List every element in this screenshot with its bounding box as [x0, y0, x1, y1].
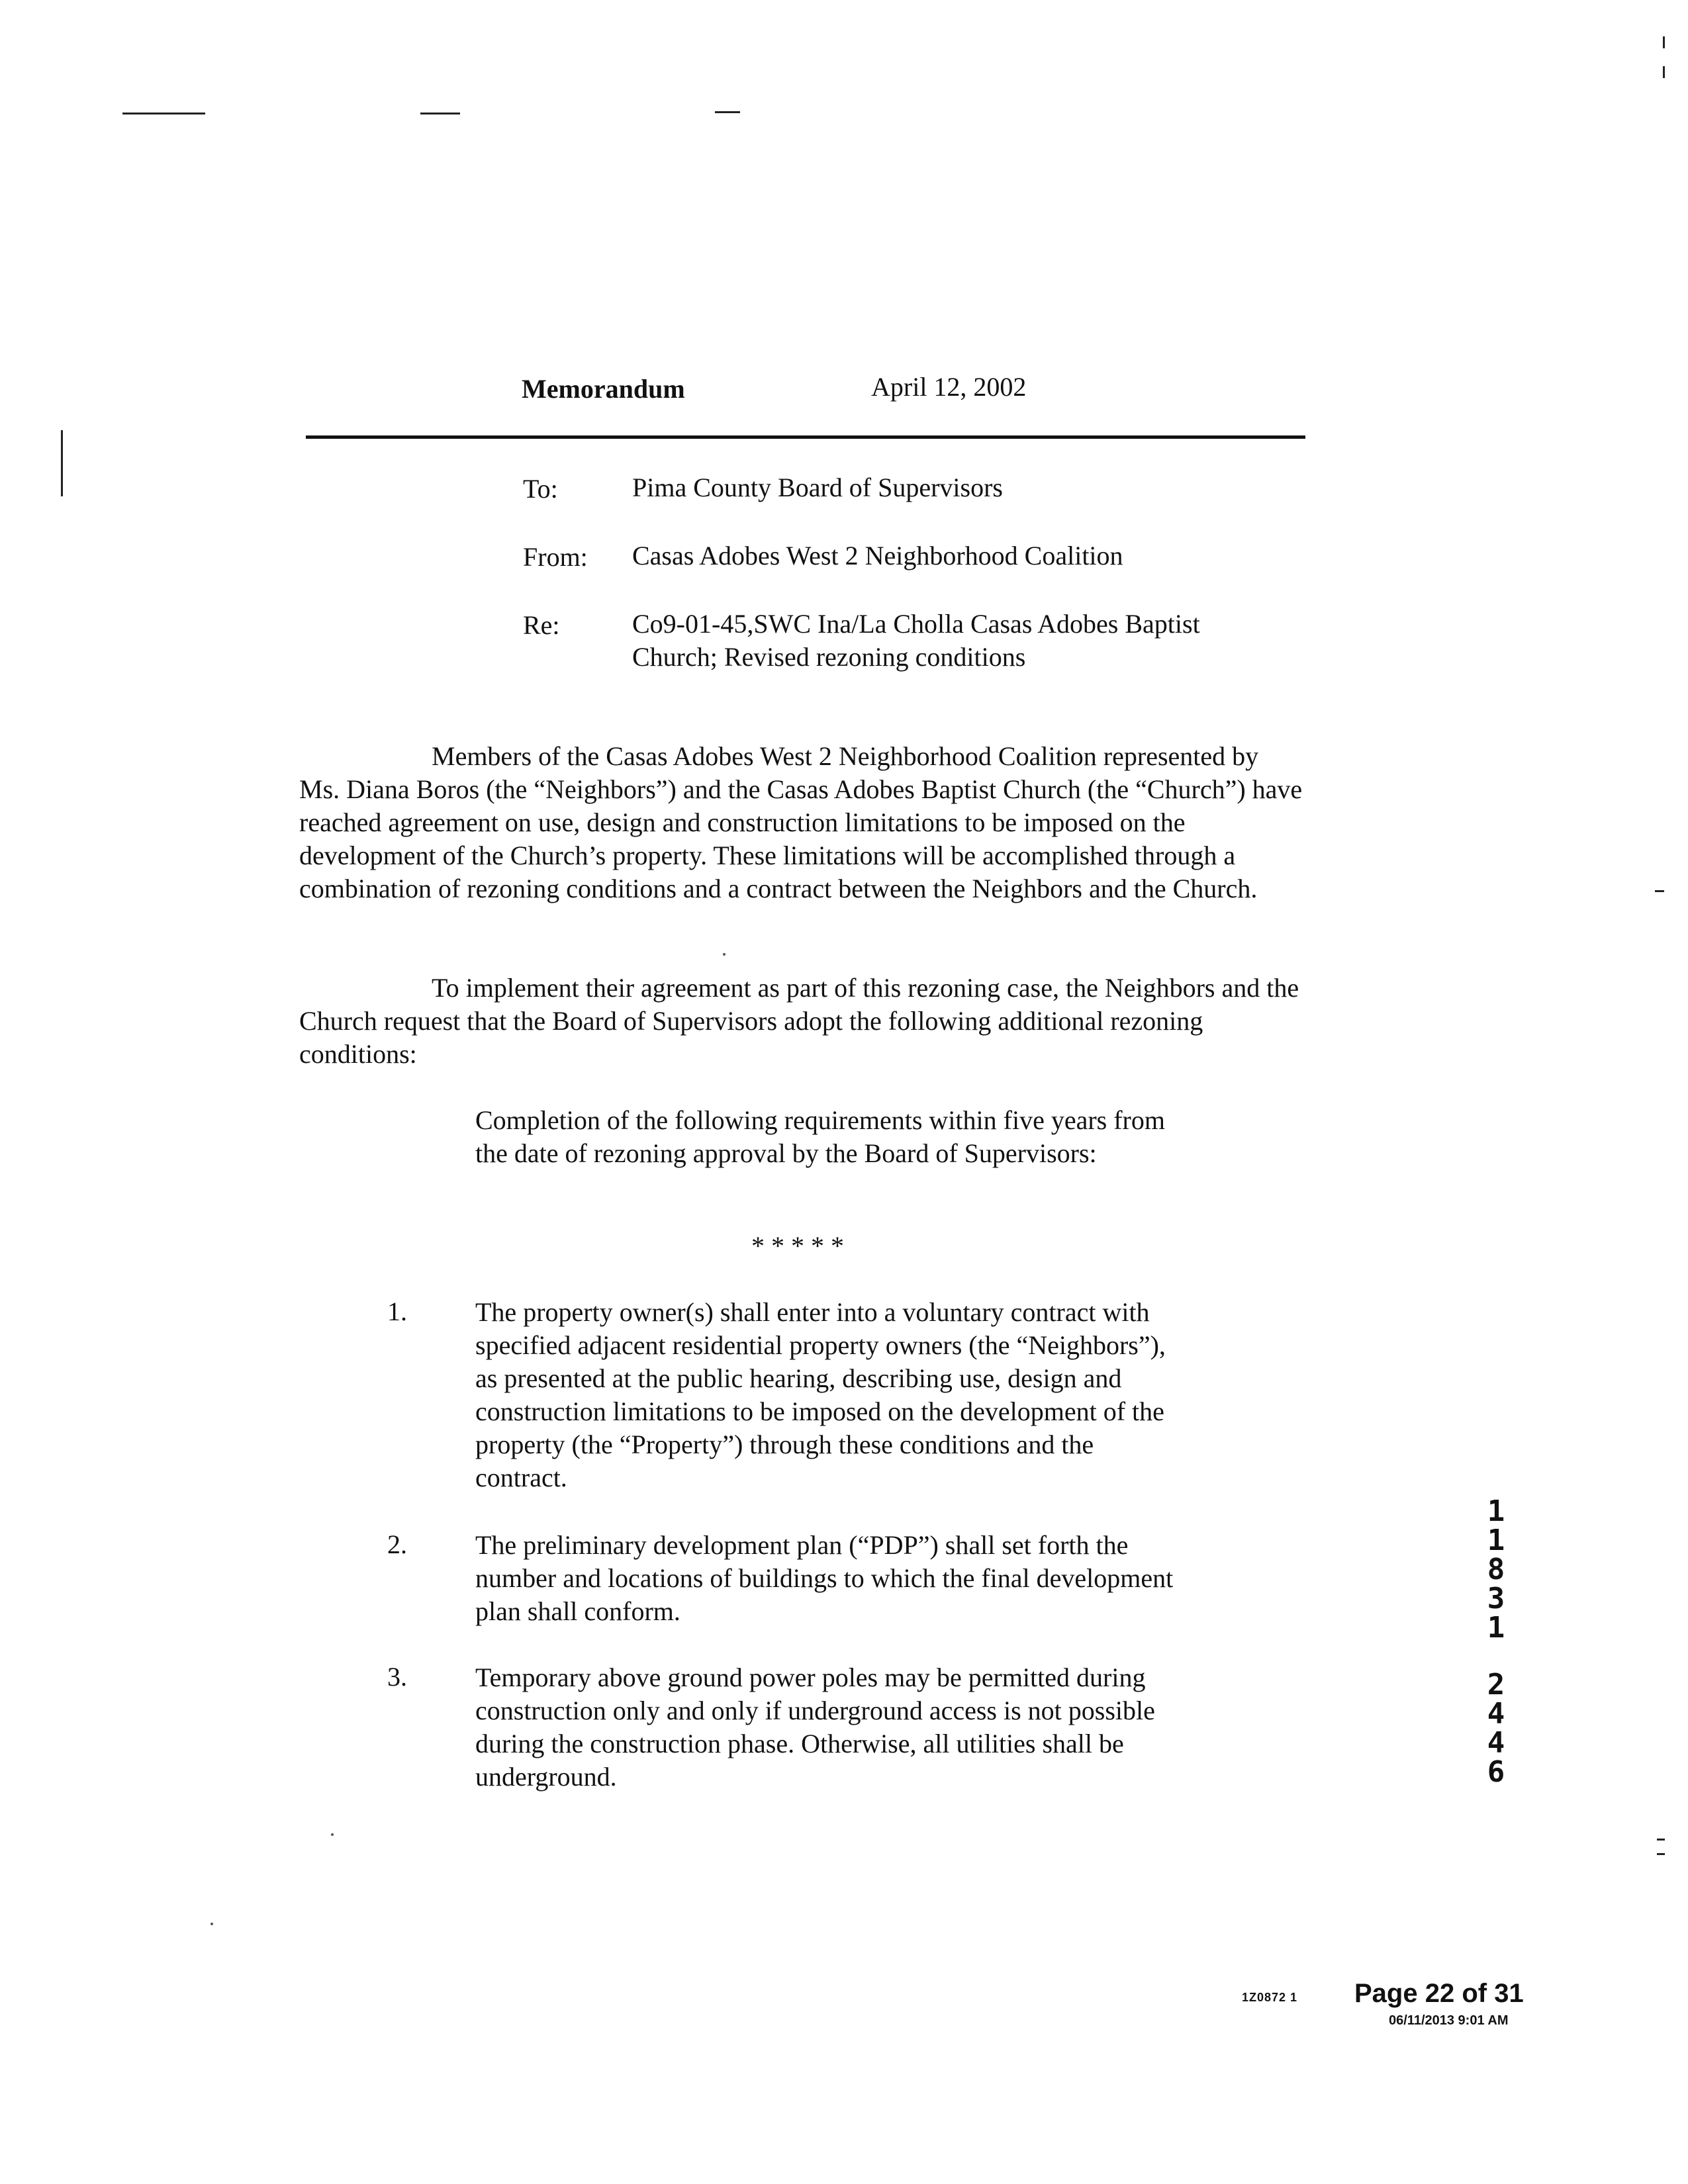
re-label: Re:	[523, 610, 560, 640]
paragraph-2: To implement their agreement as part of this rezoning case, the Neighbors and the Church request that the Board of Supervisors adopt the following additional rezoning conditions:	[299, 973, 1299, 1069]
condition-number: 2.	[387, 1529, 407, 1559]
scan-mark	[1663, 66, 1665, 78]
scan-speck	[211, 1923, 213, 1925]
condition-text: The property owner(s) shall enter into a voluntary contract with specified adjacent residential property owners (the “Neighbors”), as presented at the public hearing, describing use, design and construction limitations to be imposed on the development of the property (the “Property”) through these conditions and the contract.	[475, 1297, 1166, 1492]
from-value: Casas Adobes West 2 Neighborhood Coalition	[632, 541, 1123, 570]
side-stamp-digit: 8	[1487, 1553, 1505, 1586]
block-quote: Completion of the following requirements within five years from the date of rezoning approval by the Board of Supervisors:	[475, 1105, 1165, 1168]
scan-speck	[723, 953, 726, 956]
scan-mark	[61, 483, 63, 496]
scan-mark	[61, 430, 63, 490]
condition-text: The preliminary development plan (“PDP”) shall set forth the number and locations of buildings to which the final development plan shall conform.	[475, 1530, 1174, 1626]
header-rule	[306, 435, 1305, 439]
scan-mark	[420, 113, 460, 114]
scan-mark	[1655, 890, 1664, 892]
re-line-1: Co9-01-45,SWC Ina/La Cholla Casas Adobes Baptist	[632, 609, 1200, 639]
side-stamp-digit: 4	[1487, 1726, 1505, 1760]
side-stamp-digit: 6	[1487, 1755, 1505, 1789]
scan-mark	[1657, 1853, 1665, 1855]
memo-title: Memorandum	[522, 374, 685, 404]
memo-date: April 12, 2002	[871, 372, 1027, 402]
scan-speck	[331, 1833, 334, 1836]
to-label: To:	[523, 474, 558, 504]
document-code: 1Z0872 1	[1242, 1991, 1298, 2004]
condition-number: 3.	[387, 1662, 407, 1692]
scan-mark	[1663, 36, 1665, 48]
from-label: From:	[523, 542, 588, 572]
scan-mark	[122, 113, 205, 114]
side-stamp-digit: 2	[1487, 1668, 1505, 1702]
side-stamp-digit: 1	[1487, 1494, 1505, 1528]
side-stamp-digit: 1	[1487, 1524, 1505, 1557]
paragraph-1: Members of the Casas Adobes West 2 Neighborhood Coalition represented by Ms. Diana Boros (the “Neighbors”) and the Casas Adobes Baptist Church (the “Church”) have reached agreement on use, design and construction limitations to be imposed on the development of the Church’s property. These limitations will be accomplished through a combination of rezoning conditions and a contract between the Neighbors and the Church.	[299, 741, 1303, 903]
condition-text: Temporary above ground power poles may be permitted during construction only and only if underground access is not possible during the construction phase. Otherwise, all utilities shall be underground.	[475, 1662, 1155, 1792]
section-separator: * * * * *	[751, 1231, 844, 1261]
print-timestamp: 06/11/2013 9:01 AM	[1389, 2013, 1509, 2028]
side-stamp-digit: 1	[1487, 1611, 1505, 1645]
scan-mark	[1657, 1839, 1665, 1841]
condition-number: 1.	[387, 1297, 407, 1326]
to-value: Pima County Board of Supervisors	[632, 473, 1003, 502]
scan-mark	[715, 111, 740, 113]
side-stamp-digit: 4	[1487, 1697, 1505, 1731]
side-stamp-digit: 3	[1487, 1582, 1505, 1615]
re-line-2: Church; Revised rezoning conditions	[632, 642, 1026, 672]
page-number: Page 22 of 31	[1354, 1979, 1524, 2008]
